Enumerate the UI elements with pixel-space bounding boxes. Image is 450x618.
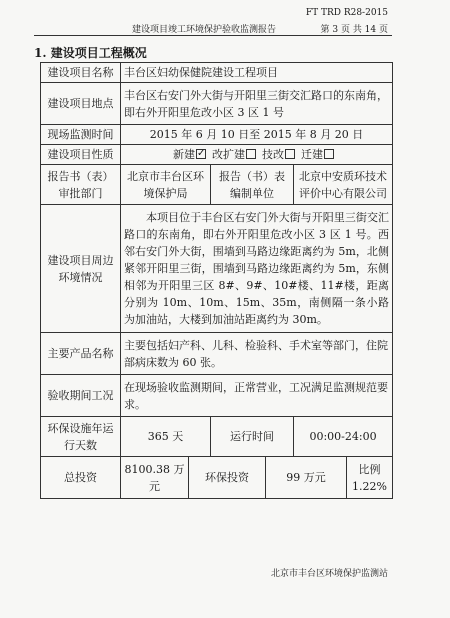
option-expansion: 改扩建	[212, 148, 246, 161]
row-approval	[41, 165, 393, 205]
doc-title: 建设项目竣工环境保护验收监测报告	[132, 25, 277, 35]
project-overview-table	[40, 62, 393, 499]
footer-org: 北京市丰台区环境保护监测站	[270, 569, 388, 579]
row-project-nature	[41, 145, 393, 165]
value-ratio: 1.22%	[352, 479, 387, 493]
page-number: 第 3 页 共 14 页	[320, 25, 388, 35]
value-env-investment: 99 万元	[266, 457, 347, 499]
row-investment	[41, 457, 393, 499]
label-monitor-time: 现场监测时间	[41, 125, 121, 145]
row-monitor-time	[41, 125, 393, 145]
row-run-days	[41, 417, 393, 457]
label-project-location: 建设项目地点	[41, 83, 121, 125]
checkbox-relocation	[324, 149, 334, 159]
row-acceptance	[41, 375, 393, 417]
value-project-name: 丰台区妇幼保健院建设工程项目	[121, 63, 393, 83]
label-environment: 建设项目周边环境情况	[41, 205, 121, 333]
checkbox-tech-renovation	[285, 149, 295, 159]
label-run-days: 环保设施年运行天数	[41, 417, 121, 457]
value-project-location: 丰台区右安门外大街与开阳里三街交汇路口的东南角，即右外开阳里危改小区 3 区 1 号	[121, 83, 393, 125]
value-acceptance: 在现场验收监测期间，正常营业，工况满足监测规范要求。	[121, 375, 393, 417]
header-divider	[34, 35, 392, 36]
label-approval-dept: 报告书（表）审批部门	[41, 165, 121, 205]
label-env-investment: 环保投资	[189, 457, 266, 499]
value-run-days: 365 天	[121, 417, 211, 457]
option-relocation: 迁建	[301, 148, 324, 161]
row-project-location	[41, 83, 393, 125]
value-run-time: 00:00-24:00	[294, 417, 393, 457]
section-title: 1. 建设项目工程概况	[34, 46, 147, 60]
label-project-name: 建设项目名称	[41, 63, 121, 83]
label-products: 主要产品名称	[41, 333, 121, 375]
check-mark-icon: ✓	[197, 148, 206, 159]
value-project-nature	[121, 145, 393, 165]
value-monitor-time: 2015 年 6 月 10 日至 2015 年 8 月 20 日	[121, 125, 393, 145]
value-products: 主要包括妇产科、儿科、检验科、手术室等部门，住院部病床数为 60 张。	[121, 333, 393, 375]
label-acceptance: 验收期间工况	[41, 375, 121, 417]
value-environment: 本项目位于丰台区右安门外大街与开阳里三街交汇路口的东南角，即右外开阳里危改小区 3 区 1 号。西邻右安门外大街，围墙到马路边缘距离约为 5m，北侧紧邻开阳里三街，围墙到马路边缘距离约为 5m，东侧相邻为开阳里三区 8#、9#、10#楼、11#楼，距离分别为 10m、10m、15m、35m，南侧隔一条小路为加油站，大楼到加油站距离约为 30m。	[121, 205, 393, 333]
checkbox-expansion	[246, 149, 256, 159]
option-tech-renovation: 技改	[262, 148, 285, 161]
row-products	[41, 333, 393, 375]
option-new-build: 新建	[173, 148, 196, 161]
value-report-compiler: 北京中安质环技术评价中心有限公司	[294, 165, 393, 205]
row-environment	[41, 205, 393, 333]
label-ratio: 比例	[358, 462, 381, 476]
value-total-investment: 8100.38 万元	[121, 457, 189, 499]
ratio-cell	[347, 457, 393, 499]
value-approval-dept: 北京市丰台区环境保护局	[121, 165, 211, 205]
row-project-name	[41, 63, 393, 83]
doc-code: FT TRD R28-2015	[305, 8, 388, 18]
label-total-investment: 总投资	[41, 457, 121, 499]
label-project-nature: 建设项目性质	[41, 145, 121, 165]
label-run-time: 运行时间	[211, 417, 294, 457]
checkbox-new-build	[196, 149, 206, 159]
label-report-compiler: 报告（书）表编制单位	[211, 165, 294, 205]
